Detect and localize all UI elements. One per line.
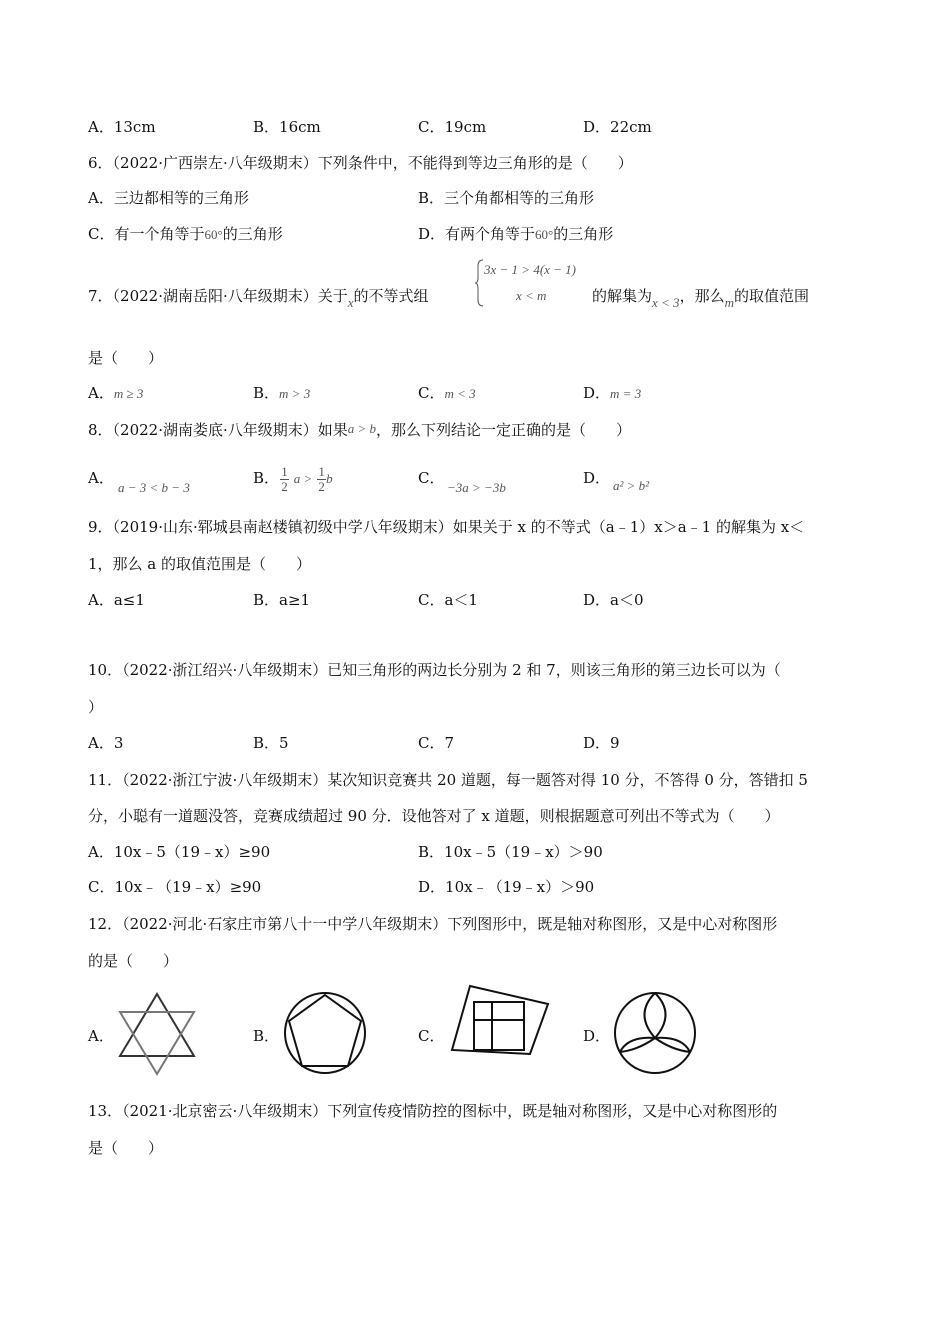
q7-d-math: m = 3 xyxy=(610,386,642,401)
q8-b-mid: a > xyxy=(293,471,313,486)
fraction xyxy=(280,465,289,494)
q7-prefix: 7．（2022·湖南岳阳·八年级期末）关于 xyxy=(88,287,348,305)
q7-stem-line2: 是（ ） xyxy=(88,349,164,367)
q7-system-eq1: 3x − 1 > 4(x − 1) xyxy=(484,262,577,277)
q8-prefix: 8．（2022·湖南娄底·八年级期末）如果 xyxy=(88,421,348,439)
q12-stem-line2: 的是（ ） xyxy=(88,952,179,970)
denominator: 2 xyxy=(318,478,325,494)
q5-option-a: A．13cm xyxy=(88,118,156,136)
fraction xyxy=(317,465,326,494)
q12-option-d-label: D． xyxy=(583,1027,611,1045)
q5-option-c: C．19cm xyxy=(418,118,487,136)
q7-option-d xyxy=(583,383,641,404)
q12-stem-line1: 12．（2022·河北·石家庄市第八十一中学八年级期末）下列图形中，既是轴对称图形，又是中心对称图形 xyxy=(88,915,778,933)
q9-stem-line1: 9．（2019·山东·郓城县南赵楼镇初级中学八年级期末）如果关于 x 的不等式（a﹣1）x＞a﹣1 的解集为 x＜ xyxy=(88,518,805,536)
q7-option-a xyxy=(88,383,143,404)
q10-stem-line2: ） xyxy=(88,698,104,716)
q10-stem-line1: 10．（2022·浙江绍兴·八年级期末）已知三角形的两边长分别为 2 和 7，则该三角形的第三边长可以为（ xyxy=(88,661,781,679)
q8-a-math: a − 3 < b − 3 xyxy=(118,480,190,495)
q8-option-d-label: D． xyxy=(583,469,611,487)
q13-stem-line1: 13．（2021·北京密云·八年级期末）下列宣传疫情防控的图标中，既是轴对称图形，又是中心对称图形的 xyxy=(88,1102,778,1120)
q7-stem-start xyxy=(88,286,429,310)
q8-option-a-label: A． xyxy=(88,469,114,487)
q7-cond: x < 3 xyxy=(652,295,680,310)
q8-d-math: a² > b² xyxy=(613,478,650,493)
q6-option-b: B．三个角都相等的三角形 xyxy=(418,189,595,207)
q9-stem-line2: 1，那么 a 的取值范围是（ ） xyxy=(88,555,312,573)
option-label: A． xyxy=(88,384,114,402)
q11-option-d: D．10x﹣（19﹣x）＞90 xyxy=(418,878,595,896)
q7-stem-end xyxy=(592,286,809,310)
q7-post2: ，那么 xyxy=(679,287,725,305)
q5-option-d: D．22cm xyxy=(583,118,652,136)
q6-option-d xyxy=(418,224,613,245)
pentagon-in-circle-figure xyxy=(282,990,368,1076)
q11-stem-line2: 分，小聪有一道题没答，竞赛成绩超过 90 分．设他答对了 x 道题，则根据题意可列出不等式为（ ） xyxy=(88,807,780,825)
q11-option-c: C．10x﹣（19﹣x）≥90 xyxy=(88,878,262,896)
option-label: B． xyxy=(253,384,280,402)
q11-stem-line1: 11．（2022·浙江宁波·八年级期末）某次知识竞赛共 20 道题，每一题答对得 10 分，不答得 0 分，答错扣 5 xyxy=(88,771,808,789)
q9-option-a: A．a≤1 xyxy=(88,591,145,609)
q7-mid: 的不等式组 xyxy=(353,287,429,305)
q7-var-m: m xyxy=(724,295,734,310)
q9-option-b: B．a≥1 xyxy=(253,591,311,609)
q10-option-a: A．3 xyxy=(88,734,124,752)
q6-c-prefix: C．有一个角等于 xyxy=(88,225,205,243)
option-label: D． xyxy=(583,384,611,402)
option-label: C． xyxy=(418,384,445,402)
q12-option-c-label: C． xyxy=(418,1027,445,1045)
q6-option-c xyxy=(88,224,283,245)
q7-b-math: m > 3 xyxy=(279,386,311,401)
numerator: 1 xyxy=(281,463,288,479)
q11-option-b: B．10x﹣5（19﹣x）＞90 xyxy=(418,843,603,861)
q13-stem-line2: 是（ ） xyxy=(88,1139,164,1157)
q8-option-c-label: C． xyxy=(418,469,445,487)
q12-option-b-label: B． xyxy=(253,1027,280,1045)
q7-system-brace xyxy=(474,258,584,308)
q7-var-x: x xyxy=(347,295,354,310)
q10-option-d: D．9 xyxy=(583,734,620,752)
q7-a-math: m ≥ 3 xyxy=(113,386,144,401)
q8-c-math: −3a > −3b xyxy=(447,480,506,495)
squares-figure xyxy=(448,984,552,1056)
q7-option-b xyxy=(253,383,310,404)
q8-cond: a > b xyxy=(347,421,377,436)
q8-b-end: b xyxy=(326,471,333,486)
q5-option-b: B．16cm xyxy=(253,118,321,136)
q9-option-d: D．a＜0 xyxy=(583,591,644,609)
q6-option-a: A．三边都相等的三角形 xyxy=(88,189,249,207)
q7-option-c xyxy=(418,383,476,404)
q8-suffix: ，那么下列结论一定正确的是（ ） xyxy=(376,421,632,439)
q6-d-prefix: D．有两个角等于 xyxy=(418,225,536,243)
numerator: 1 xyxy=(318,463,325,479)
q7-c-math: m < 3 xyxy=(444,386,476,401)
q8-stem xyxy=(88,420,631,441)
q6-c-suffix: 的三角形 xyxy=(222,225,283,243)
q8-option-b-label: B． xyxy=(253,469,280,487)
q6-stem: 6．（2022·广西崇左·八年级期末）下列条件中，不能得到等边三角形的是（ ） xyxy=(88,154,633,172)
denominator: 2 xyxy=(281,478,288,494)
hexagram-figure xyxy=(116,990,198,1078)
q9-option-c: C．a＜1 xyxy=(418,591,478,609)
q12-option-a-label: A． xyxy=(88,1027,114,1045)
q11-option-a: A．10x﹣5（19﹣x）≥90 xyxy=(88,843,271,861)
q7-system-eq2: x < m xyxy=(516,288,547,303)
q7-post3: 的取值范围 xyxy=(733,287,809,305)
q6-d-math: 60° xyxy=(535,227,554,242)
q10-option-b: B．5 xyxy=(253,734,289,752)
q7-post: 的解集为 xyxy=(592,287,653,305)
q6-d-suffix: 的三角形 xyxy=(553,225,614,243)
trefoil-circle-figure xyxy=(612,990,698,1076)
q8-b-math xyxy=(280,455,333,502)
q6-c-math: 60° xyxy=(204,227,223,242)
q10-option-c: C．7 xyxy=(418,734,455,752)
